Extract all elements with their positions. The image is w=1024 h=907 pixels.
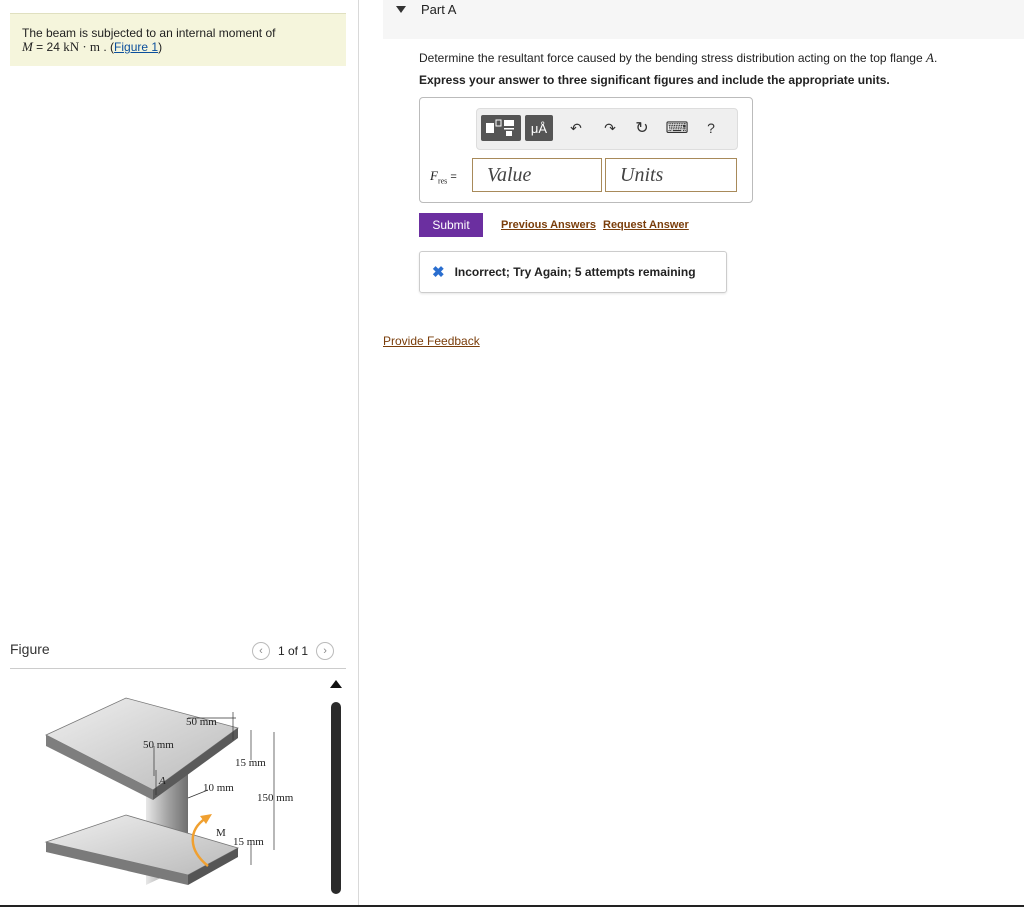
moment-unit: kN · m	[63, 39, 101, 54]
instruction-text: Express your answer to three significant figures and include the appropriate units.	[419, 73, 890, 87]
math-toolbar	[476, 108, 738, 150]
problem-close: )	[158, 40, 163, 54]
question-symbol: A	[925, 50, 934, 65]
figure-link[interactable]: Figure 1	[114, 40, 159, 54]
figure-pager	[252, 641, 334, 661]
figure-label: Figure	[10, 641, 50, 657]
symbols-button[interactable]: μÅ	[525, 115, 553, 141]
templates-glyph-icon	[484, 118, 518, 138]
moment-symbol: M	[22, 39, 33, 54]
variable-main: F	[430, 168, 438, 183]
point-a-label: A	[159, 775, 166, 787]
moment-label: M	[216, 827, 226, 839]
question-end: .	[933, 51, 938, 65]
provide-feedback-link[interactable]: Provide Feedback	[383, 334, 480, 348]
scroll-up-arrow-icon[interactable]	[330, 680, 342, 688]
answer-box	[419, 97, 753, 203]
part-title: Part A	[421, 2, 457, 17]
units-input[interactable]	[605, 158, 737, 192]
variable-sub: res	[437, 176, 448, 186]
question-text	[419, 50, 937, 66]
figure-scrollbar[interactable]	[331, 702, 341, 894]
figure-page-text: 1 of 1	[278, 644, 309, 658]
help-icon[interactable]: ?	[707, 120, 715, 136]
right-pane	[383, 0, 1024, 907]
templates-icon[interactable]	[481, 115, 521, 141]
question-body: Determine the resultant force caused by the bending stress distribution acting on the top flange	[419, 51, 926, 65]
redo-icon[interactable]: ↷	[604, 119, 616, 136]
reset-icon[interactable]: ↻	[635, 120, 649, 137]
incorrect-feedback	[419, 251, 727, 293]
value-input[interactable]	[472, 158, 602, 192]
next-figure-button[interactable]: ›	[316, 642, 334, 660]
dim-label-flange: 15 mm	[235, 757, 266, 769]
dim-label-bottom: 15 mm	[233, 836, 264, 848]
answer-variable	[430, 168, 457, 186]
problem-sep: . (	[100, 40, 115, 54]
previous-answers-link[interactable]: Previous Answers	[501, 219, 596, 231]
request-answer-link[interactable]: Request Answer	[603, 219, 689, 231]
problem-statement	[10, 13, 346, 66]
undo-icon[interactable]: ↶	[570, 119, 582, 136]
top-flange	[46, 698, 238, 790]
dim-label-web: 10 mm	[203, 782, 234, 794]
keyboard-icon[interactable]: ⌨	[665, 120, 689, 137]
dim-label-top: 50 mm	[186, 716, 217, 728]
prev-figure-button[interactable]: ‹	[252, 642, 270, 660]
moment-value: = 24	[32, 40, 64, 54]
incorrect-x-icon: ✖	[432, 264, 445, 281]
left-pane	[0, 0, 359, 907]
dim-label-half: 50 mm	[143, 739, 174, 751]
submit-button[interactable]: Submit	[419, 213, 483, 237]
problem-intro: The beam is subjected to an internal moment of	[22, 26, 276, 40]
collapse-triangle-icon[interactable]	[396, 6, 406, 13]
variable-equals: =	[447, 171, 457, 183]
beam-figure	[38, 690, 318, 907]
figure-divider	[10, 668, 346, 669]
dim-label-height: 150 mm	[257, 792, 294, 804]
part-header[interactable]	[383, 0, 1024, 39]
feedback-text: Incorrect; Try Again; 5 attempts remaining	[454, 265, 696, 279]
